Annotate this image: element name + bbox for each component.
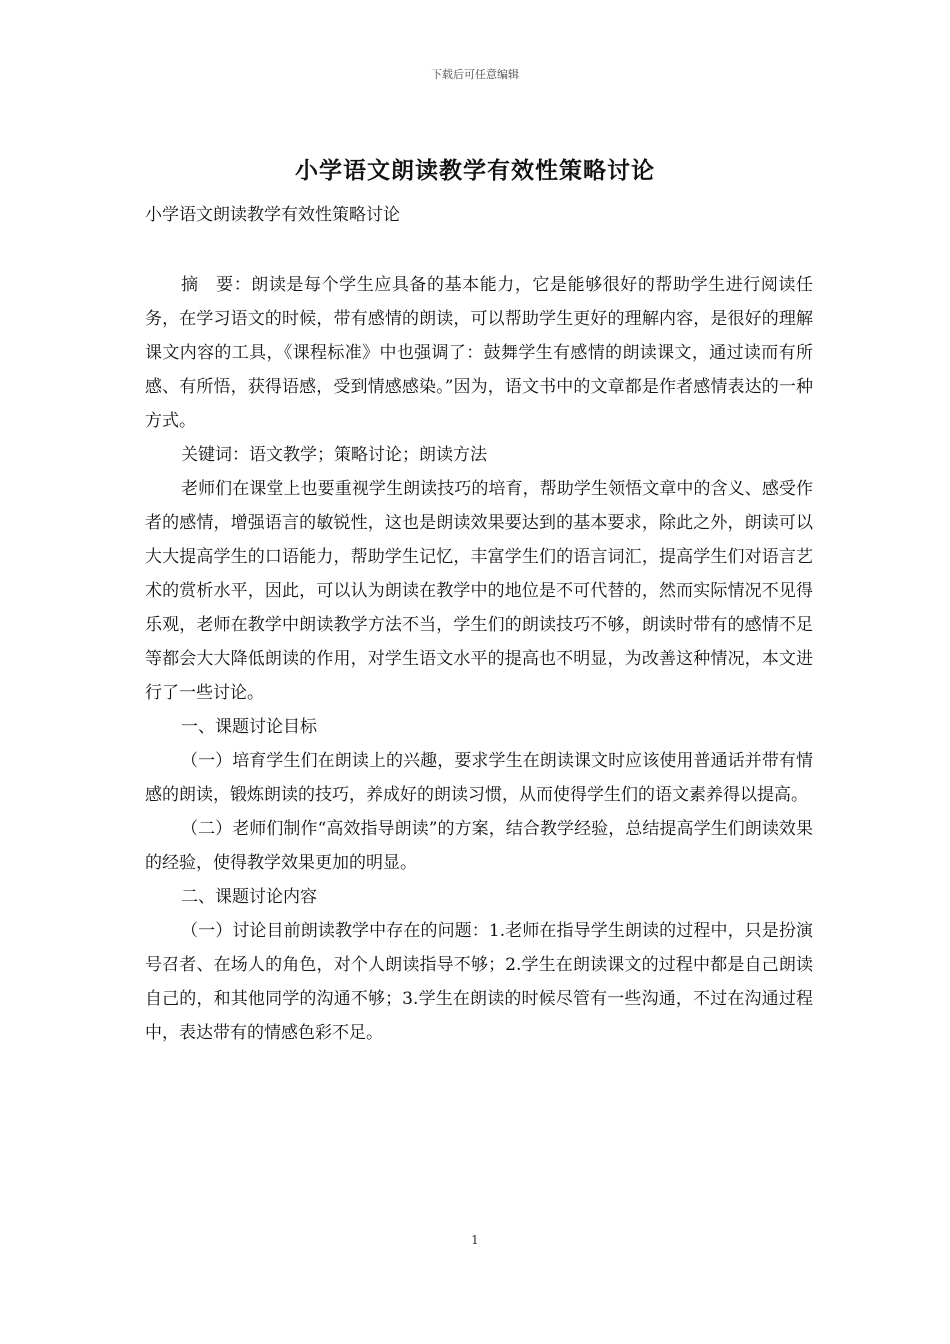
page-number: 1 — [471, 1233, 479, 1247]
goal-item-2: （二）老师们制作“高效指导朗读”的方案，结合教学经验，总结提高学生们朗读效果的经验，使得教学效果更加的明显。 — [145, 819, 813, 873]
content-item-1: （一）讨论目前朗读教学中存在的问题：1.老师在指导学生朗读的过程中，只是扮演号召者、在场人的角色，对个人朗读指导不够；2.学生在朗读课文的过程中都是自己朗读自己的，和其他同学的沟通不够；3.学生在朗读的时候尽管有一些沟通，不过在沟通过程中，表达带有的情感色彩不足。 — [145, 921, 813, 1043]
abstract-paragraph: 摘 要：朗读是每个学生应具备的基本能力，它是能够很好的帮助学生进行阅读任务，在学习语文的时候，带有感情的朗读，可以帮助学生更好的理解内容，是很好的理解课文内容的工具，《课程标准》中也强调了：鼓舞学生有感情的朗读课文，通过读而有所感、有所悟，获得语感，受到情感感染。”因为，语文书中的文章都是作者感情表达的一种方式。 — [145, 275, 813, 431]
document-title: 小学语文朗读教学有效性策略讨论 — [295, 157, 655, 184]
page-header: 下载后可任意编辑 — [431, 68, 519, 81]
intro-paragraph: 老师们在课堂上也要重视学生朗读技巧的培育，帮助学生领悟文章中的含义、感受作者的感情，增强语言的敏锐性，这也是朗读效果要达到的基本要求，除此之外，朗读可以大大提高学生的口语能力，帮助学生记忆，丰富学生们的语言词汇，提高学生们对语言艺术的赏析水平，因此，可以认为朗读在教学中的地位是不可代替的，然而实际情况不见得乐观，老师在教学中朗读教学方法不当，学生们的朗读技巧不够，朗读时带有的感情不足等都会大大降低朗读的作用，对学生语文水平的提高也不明显，为改善这种情况，本文进行了一些讨论。 — [145, 479, 813, 703]
keywords-paragraph: 关键词：语文教学；策略讨论；朗读方法 — [181, 445, 487, 465]
goal-item-1: （一）培育学生们在朗读上的兴趣，要求学生在朗读课文时应该使用普通话并带有情感的朗读，锻炼朗读的技巧，养成好的朗读习惯，从而使得学生们的语文素养得以提高。 — [145, 751, 813, 805]
section-heading-content: 二、课题讨论内容 — [181, 887, 317, 907]
section-heading-goals: 一、课题讨论目标 — [181, 717, 317, 737]
document-body — [145, 268, 813, 1050]
document-subtitle: 小学语文朗读教学有效性策略讨论 — [145, 205, 400, 225]
